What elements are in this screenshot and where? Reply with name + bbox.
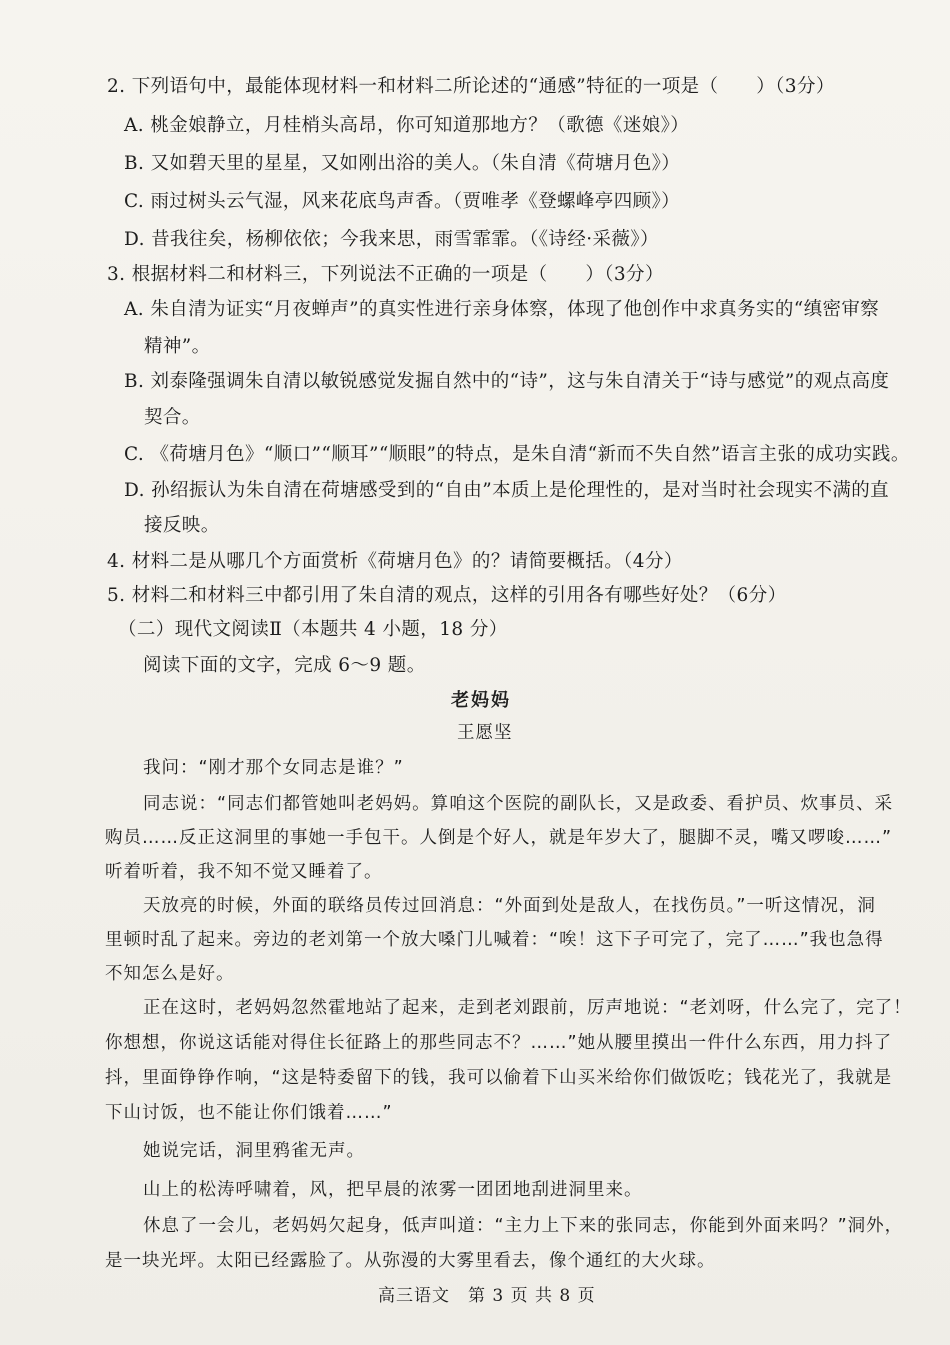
story-paragraph-3-line3: 不知怎么是好。 bbox=[105, 964, 235, 984]
story-paragraph-2-line1: 同志说：“同志们都管她叫老妈妈。算咱这个医院的副队长，又是政委、看护员、炊事员、采 bbox=[143, 794, 894, 814]
story-author: 王愿坚 bbox=[457, 723, 513, 743]
story-paragraph-3-line2: 里顿时乱了起来。旁边的老刘第一个放大嗓门儿喊着：“唉！这下子可完了，完了……”我也急得 bbox=[105, 930, 884, 950]
q2-option-d: D. 昔我往矣，杨柳依依；今我来思，雨雪霏霏。（《诗经·采薇》） bbox=[124, 229, 659, 250]
story-paragraph-4-line3: 抖，里面铮铮作响，“这是特委留下的钱，我可以偷着下山买米给你们做饭吃；钱花光了，我就是 bbox=[105, 1068, 893, 1088]
q2-option-c: C. 雨过树头云气湿，风来花底鸟声香。（贾唯孝《登螺峰亭四顾》） bbox=[124, 191, 681, 212]
q3-option-d-line2: 接反映。 bbox=[144, 515, 220, 536]
q2-stem: 2. 下列语句中，最能体现材料一和材料二所论述的“通感”特征的一项是（ ）（3分） bbox=[107, 76, 835, 97]
story-paragraph-1: 我问：“刚才那个女同志是谁？” bbox=[143, 758, 404, 778]
story-paragraph-6: 山上的松涛呼啸着，风，把早晨的浓雾一团团地刮进洞里来。 bbox=[143, 1180, 643, 1200]
q3-option-c: C. 《荷塘月色》“顺口”“顺耳”“顺眼”的特点，是朱自清“新而不失自然”语言主张的成功实践。 bbox=[124, 444, 910, 465]
story-paragraph-5: 她说完话，洞里鸦雀无声。 bbox=[143, 1141, 365, 1161]
q4-stem: 4. 材料二是从哪几个方面赏析《荷塘月色》的？请简要概括。（4分） bbox=[107, 551, 683, 572]
story-paragraph-4-line1: 正在这时，老妈妈忽然霍地站了起来，走到老刘跟前，厉声地说：“老刘呀，什么完了，完了！ bbox=[143, 998, 912, 1018]
q3-option-a-line2: 精神”。 bbox=[144, 336, 211, 357]
story-paragraph-7-line2: 是一块光坪。太阳已经露脸了。从弥漫的大雾里看去，像个通红的大火球。 bbox=[105, 1251, 716, 1271]
story-paragraph-4-line4: 下山讨饭，也不能让你们饿着……” bbox=[105, 1103, 393, 1123]
reading-instruction: 阅读下面的文字，完成 6～9 题。 bbox=[143, 655, 426, 676]
q3-option-d-line1: D. 孙绍振认为朱自清在荷塘感受到的“自由”本质上是伦理性的，是对当时社会现实不满的直 bbox=[124, 480, 890, 501]
section-heading: （二）现代文阅读Ⅱ（本题共 4 小题，18 分） bbox=[118, 619, 508, 640]
q3-option-a-line1: A. 朱自清为证实“月夜蝉声”的真实性进行亲身体察，体现了他创作中求真务实的“缜密审察 bbox=[124, 299, 880, 320]
story-paragraph-4-line2: 你想想，你说这话能对得住长征路上的那些同志不？……”她从腰里摸出一件什么东西，用力抖了 bbox=[105, 1033, 893, 1053]
q3-option-b-line1: B. 刘泰隆强调朱自清以敏锐感觉发掘自然中的“诗”，这与朱自清关于“诗与感觉”的观点高度 bbox=[124, 371, 890, 392]
q3-option-b-line2: 契合。 bbox=[144, 407, 201, 428]
story-paragraph-3-line1: 天放亮的时候，外面的联络员传过回消息：“外面到处是敌人，在找伤员。”一听这情况，洞 bbox=[143, 896, 876, 916]
story-title: 老妈妈 bbox=[451, 690, 511, 711]
q2-option-b: B. 又如碧天里的星星，又如刚出浴的美人。（朱自清《荷塘月色》） bbox=[124, 153, 681, 174]
page-footer: 高三语文 第 3 页 共 8 页 bbox=[378, 1286, 596, 1306]
story-paragraph-2-line3: 听着听着，我不知不觉又睡着了。 bbox=[105, 862, 383, 882]
q2-option-a: A. 桃金娘静立，月桂梢头高昂，你可知道那地方？（歌德《迷娘》） bbox=[124, 115, 690, 136]
story-paragraph-7-line1: 休息了一会儿，老妈妈欠起身，低声叫道：“主力上下来的张同志，你能到外面来吗？”洞外， bbox=[143, 1216, 904, 1236]
q5-stem: 5. 材料二和材料三中都引用了朱自清的观点，这样的引用各有哪些好处？（6分） bbox=[107, 585, 787, 606]
story-paragraph-2-line2: 购员……反正这洞里的事她一手包干。人倒是个好人，就是年岁大了，腿脚不灵，嘴又啰唆……” bbox=[105, 828, 893, 848]
q3-stem: 3. 根据材料二和材料三，下列说法不正确的一项是（ ）（3分） bbox=[107, 264, 664, 285]
